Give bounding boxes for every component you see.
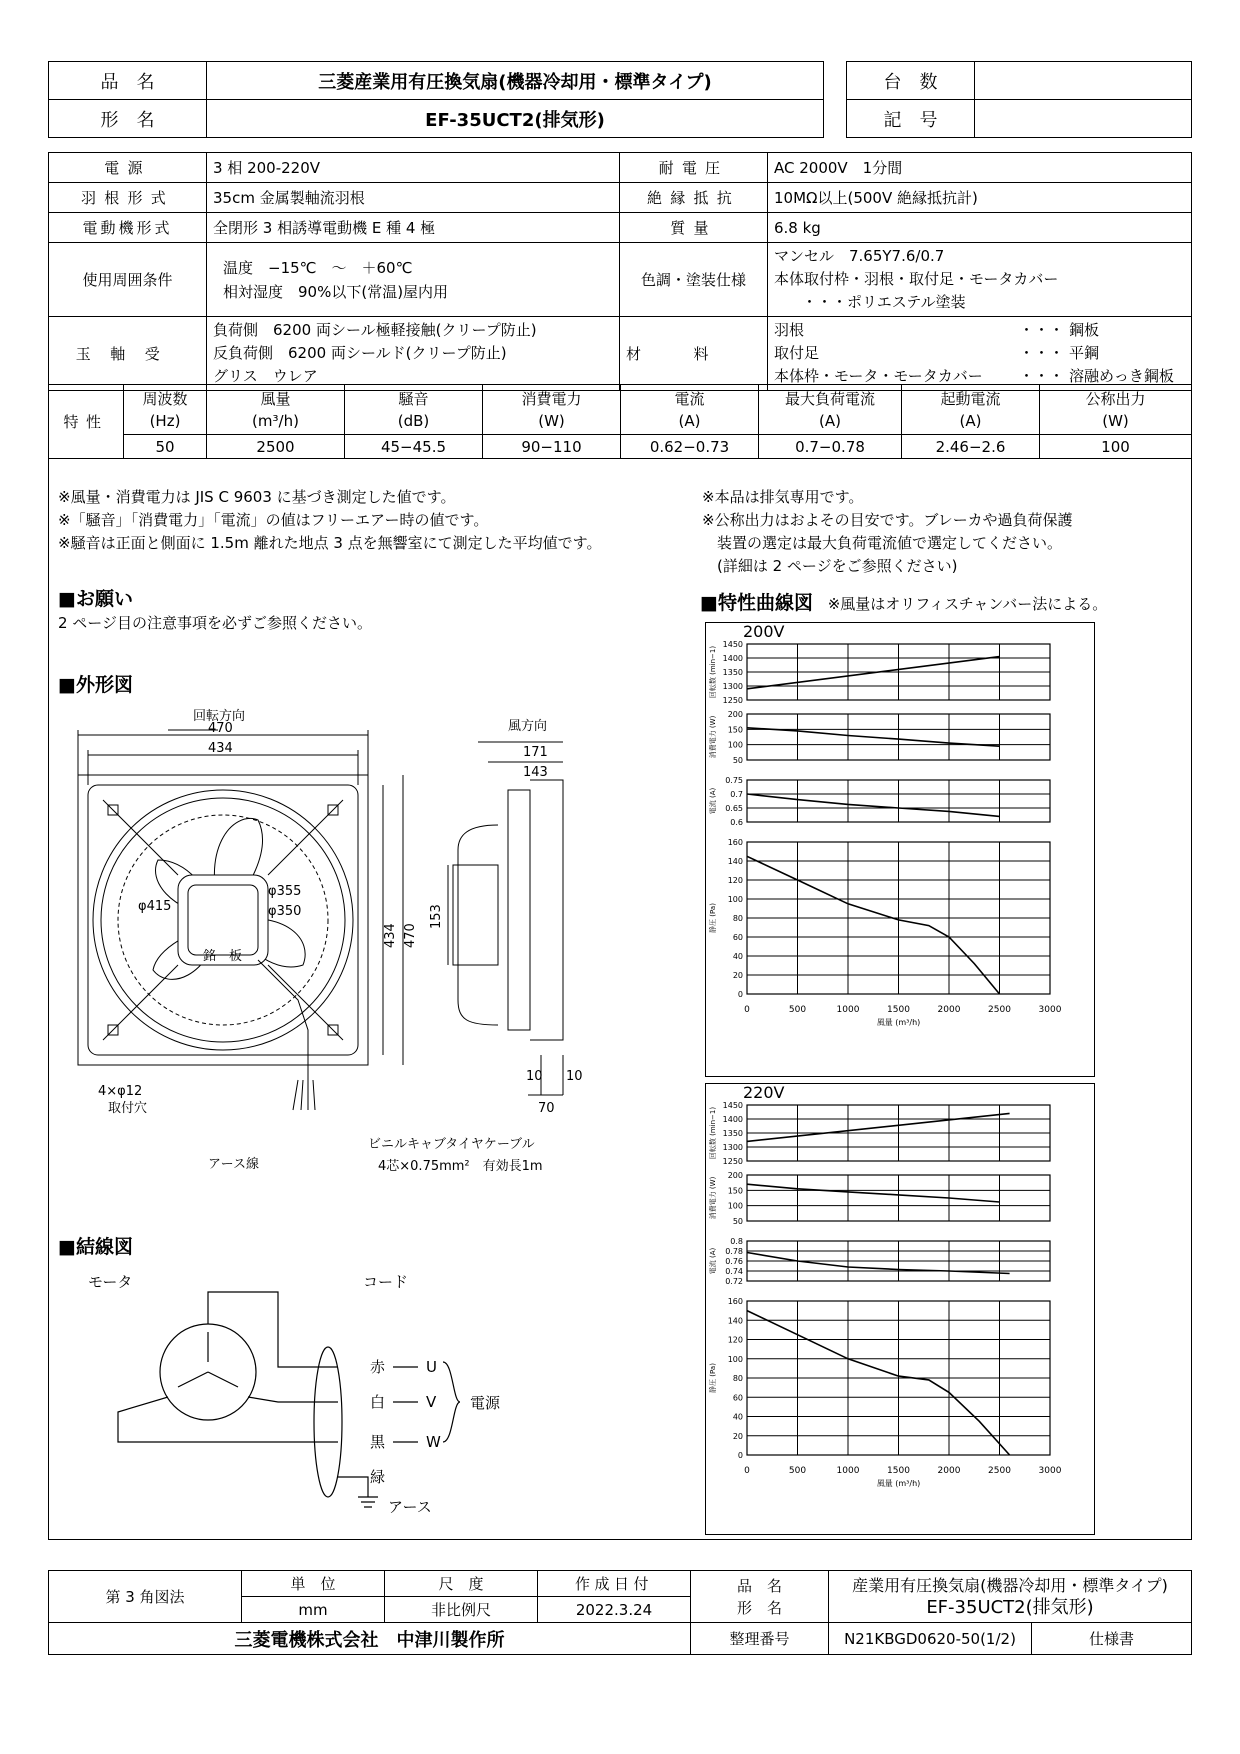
value-noise: 45−45.5 <box>345 435 483 459</box>
material-part: 取付足 <box>774 344 820 362</box>
curves-title: ■特性曲線図 <box>700 592 813 614</box>
phi-350: φ350 <box>268 904 302 919</box>
projection: 第 3 角図法 <box>49 1571 242 1623</box>
y-tick-label: 0.7 <box>730 790 743 799</box>
x-tick-label: 2500 <box>988 1005 1011 1015</box>
y-tick-label: 0.72 <box>725 1277 743 1286</box>
y-tick-label: 200 <box>727 1171 743 1180</box>
footer-name-value: 産業用有圧換気扇(機器冷却用・標準タイプ) <box>852 1575 1168 1595</box>
header-unit: (A) <box>819 411 841 430</box>
color-finish: ・・・ポリエステル塗装 <box>802 293 966 311</box>
chart-panel <box>708 1171 1050 1226</box>
ref-value: N21KBGD0620-50(1/2) <box>829 1623 1032 1655</box>
wire-red-label: 赤 <box>370 1358 386 1376</box>
env-value <box>207 243 620 317</box>
holes-label: 取付穴 <box>108 1101 148 1116</box>
terminal-u: U <box>426 1358 437 1376</box>
motor-windings <box>178 1332 238 1387</box>
wire-green <box>338 1477 368 1497</box>
chart-title: 220V <box>743 1083 785 1102</box>
footer-product <box>829 1571 1192 1623</box>
x-tick-label: 1500 <box>887 1005 910 1015</box>
note-item: ※騒音は正面と側面に 1.5m 離れた地点 3 点を無響室にて測定した平均値です。 <box>58 534 602 552</box>
y-tick-label: 0 <box>737 990 743 999</box>
y-axis-label: 回転数 (min−1) <box>709 645 717 699</box>
dim-434: 434 <box>208 741 233 756</box>
unit-label: 単 位 <box>242 1571 385 1597</box>
doc-type: 仕様書 <box>1032 1623 1192 1655</box>
motor-label: 電動機形式 <box>49 213 207 243</box>
material-name: 溶融めっき鋼板 <box>1069 367 1174 385</box>
y-tick-label: 20 <box>732 1431 743 1441</box>
x-tick-label: 0 <box>744 1005 750 1015</box>
power-value: 3 相 200-220V <box>207 153 620 183</box>
value-current: 0.62−0.73 <box>621 435 759 459</box>
header-airflow <box>207 385 345 435</box>
header-unit: (dB) <box>397 411 430 430</box>
y-tick-label: 0.65 <box>725 804 743 813</box>
side-body <box>530 780 563 1040</box>
footer-name-label: 品 名 <box>736 1576 782 1595</box>
value-output: 100 <box>1040 435 1192 459</box>
env-label: 使用周囲条件 <box>49 243 207 317</box>
color-label: 色調・塗装仕様 <box>620 243 768 317</box>
header-noise <box>345 385 483 435</box>
wiring-title: ■結線図 <box>58 1236 133 1258</box>
qty-value <box>975 62 1192 100</box>
y-tick-label: 160 <box>727 838 743 847</box>
mark-label: 記 号 <box>847 100 975 138</box>
header-power <box>483 385 621 435</box>
material-name: 鋼板 <box>1069 321 1100 339</box>
header-name: 周波数 <box>142 389 188 408</box>
chart-title: 200V <box>743 622 785 641</box>
x-tick-label: 1000 <box>836 1466 860 1476</box>
rotation-label: 回転方向 <box>193 709 246 724</box>
cable-cores <box>293 1080 315 1110</box>
power-supply-label: 電源 <box>470 1394 501 1412</box>
y-axis-label: 回転数 (min−1) <box>709 1106 717 1160</box>
scale-label: 尺 度 <box>385 1571 538 1597</box>
mass-value: 6.8 kg <box>768 213 1192 243</box>
material-dots: ・・・ <box>1019 367 1065 385</box>
y-tick-label: 100 <box>727 895 743 904</box>
y-tick-label: 1400 <box>722 654 743 663</box>
note-item: ※風量・消費電力は JIS C 9603 に基づき測定した値です。 <box>58 488 456 506</box>
wire-black-label: 黒 <box>370 1433 386 1451</box>
phi-355: φ355 <box>268 884 302 899</box>
x-tick-label: 500 <box>788 1466 807 1476</box>
x-tick-label: 3000 <box>1038 1466 1062 1476</box>
header-name: 騒音 <box>398 389 429 408</box>
env-humidity: 相対湿度 90%以下(常温)屋内用 <box>223 282 449 301</box>
y-tick-label: 80 <box>732 914 743 923</box>
series-line <box>747 1113 1010 1141</box>
curves-heading <box>700 588 1107 615</box>
y-axis-label: 消費電力 (W) <box>709 715 717 759</box>
company-name: 三菱電機株式会社 中津川製作所 <box>49 1623 691 1655</box>
scale-value: 非比例尺 <box>385 1597 538 1623</box>
y-tick-label: 1300 <box>722 682 743 691</box>
withstand-value: AC 2000V 1分間 <box>768 153 1192 183</box>
header-unit: (A) <box>678 411 701 430</box>
note-item: 装置の選定は最大負荷電流値で選定してください。 <box>702 534 1063 552</box>
dim-143: 143 <box>523 765 548 780</box>
header-output <box>1040 385 1192 435</box>
dim-10a: 10 <box>526 1069 543 1084</box>
material-row <box>774 319 1185 342</box>
footer-model-value: EF-35UCT2(排気形) <box>926 1596 1094 1618</box>
y-tick-label: 0.74 <box>725 1267 743 1276</box>
y-tick-label: 1400 <box>722 1115 743 1124</box>
note-item: ※本品は排気専用です。 <box>702 488 864 506</box>
series-line <box>747 1184 1000 1202</box>
bearing-load-side: 負荷側 6200 両シール極軽接触(クリープ防止) <box>213 321 537 339</box>
material-name: 平鋼 <box>1069 344 1100 362</box>
header-unit: (W) <box>1102 411 1129 430</box>
cord-bundle <box>314 1347 342 1497</box>
y-tick-label: 150 <box>727 1186 743 1196</box>
date-value: 2022.3.24 <box>538 1597 691 1623</box>
y-tick-label: 1450 <box>722 640 743 649</box>
y-tick-label: 60 <box>732 1393 743 1403</box>
cable <box>258 960 308 1080</box>
side-guard <box>458 825 498 1025</box>
product-name: 三菱産業用有圧換気扇(機器冷却用・標準タイプ) <box>207 62 824 100</box>
outline-title: ■外形図 <box>58 674 133 696</box>
request-text: 2 ページ目の注意事項を必ずご参照ください。 <box>58 614 373 632</box>
earth-label: アース <box>388 1498 432 1516</box>
performance-table <box>48 384 1192 459</box>
series-line <box>747 794 1000 816</box>
supply-lines <box>393 1367 418 1442</box>
insulation-value: 10MΩ以上(500V 絶縁抵抗計) <box>768 183 1192 213</box>
dim-153: 153 <box>429 904 444 929</box>
motor-label: モータ <box>88 1273 133 1291</box>
header-unit: (W) <box>538 411 565 430</box>
y-tick-label: 100 <box>727 1201 743 1211</box>
x-tick-label: 3000 <box>1038 1005 1062 1015</box>
bearing-label: 玉軸受 <box>49 317 207 391</box>
material-dots: ・・・ <box>1019 321 1065 339</box>
y-tick-label: 160 <box>727 1297 743 1306</box>
curve-chart-200v <box>705 622 1095 1077</box>
spec-table <box>48 152 1192 391</box>
x-axis-label: 風量 (m³/h) <box>876 1018 921 1027</box>
header-table <box>48 61 824 138</box>
header-name: 消費電力 <box>521 389 582 408</box>
y-tick-label: 1300 <box>722 1143 743 1152</box>
notes-left <box>58 486 601 555</box>
x-tick-label: 2500 <box>988 1466 1011 1476</box>
nameplate-label: 銘 板 <box>203 949 243 964</box>
footer-table <box>48 1570 1192 1655</box>
series-line <box>747 1311 1010 1455</box>
value-max-current: 0.7−0.78 <box>759 435 902 459</box>
y-tick-label: 80 <box>732 1374 743 1383</box>
header-unit: (m³/h) <box>252 411 299 430</box>
y-tick-label: 100 <box>727 1354 743 1364</box>
earth-wire-label: アース線 <box>208 1157 259 1172</box>
motor-value: 全閉形 3 相誘導電動機 E 種 4 極 <box>207 213 620 243</box>
color-munsell: マンセル 7.65Y7.6/0.7 <box>774 247 945 265</box>
ref-label: 整理番号 <box>691 1623 829 1655</box>
chart-panel <box>708 776 1050 827</box>
y-tick-label: 120 <box>727 876 743 885</box>
y-tick-label: 0 <box>737 1451 743 1460</box>
outline-drawing <box>58 700 698 1200</box>
y-tick-label: 1350 <box>722 668 743 677</box>
header-name: 最大負荷電流 <box>784 389 875 408</box>
curve-chart-220v <box>705 1083 1095 1535</box>
x-tick-label: 1000 <box>836 1005 860 1015</box>
y-tick-label: 50 <box>732 756 743 765</box>
notes-right <box>702 486 1072 578</box>
y-axis-label: 静圧 (Pa) <box>709 1363 717 1393</box>
header-unit: (Hz) <box>149 411 181 430</box>
y-tick-label: 120 <box>727 1335 743 1345</box>
qty-label: 台 数 <box>847 62 975 100</box>
chart-panel <box>708 710 1050 765</box>
terminal-w: W <box>426 1433 441 1451</box>
dim-470-v: 470 <box>403 923 418 948</box>
series-line <box>747 856 1000 994</box>
y-axis-label: 電流 (A) <box>709 787 717 815</box>
y-axis-label: 静圧 (Pa) <box>709 903 717 933</box>
name-label: 品 名 <box>49 62 207 100</box>
withstand-label: 耐電圧 <box>620 153 768 183</box>
x-tick-label: 2000 <box>937 1466 961 1476</box>
footer-labels <box>691 1571 829 1623</box>
mark-value <box>975 100 1192 138</box>
wire-black <box>118 1397 338 1442</box>
earth-symbol <box>358 1497 378 1507</box>
series-line <box>747 728 1000 746</box>
header-name: 電流 <box>674 389 705 408</box>
y-tick-label: 150 <box>727 725 743 735</box>
y-tick-label: 40 <box>732 1412 743 1422</box>
chart-panel <box>708 1237 1050 1286</box>
y-tick-label: 140 <box>727 857 743 866</box>
value-frequency: 50 <box>124 435 207 459</box>
dim-434-v: 434 <box>383 923 398 948</box>
request-title: ■お願い <box>58 588 133 610</box>
mass-label: 質量 <box>620 213 768 243</box>
insulation-label: 絶縁抵抗 <box>620 183 768 213</box>
power-label: 電源 <box>49 153 207 183</box>
y-tick-label: 50 <box>732 1217 743 1226</box>
header-current <box>621 385 759 435</box>
wiring-diagram <box>58 1262 658 1532</box>
phi-415: φ415 <box>138 899 172 914</box>
dim-171: 171 <box>523 745 548 760</box>
y-tick-label: 0.75 <box>725 776 743 785</box>
header-max-current <box>759 385 902 435</box>
terminal-v: V <box>426 1393 437 1411</box>
side-frame <box>508 790 530 1030</box>
header-name: 風量 <box>260 389 291 408</box>
cable-label: ビニルキャブタイヤケーブル <box>368 1137 535 1152</box>
material-label: 材料 <box>620 317 768 391</box>
y-tick-label: 0.8 <box>730 1237 743 1246</box>
x-tick-label: 0 <box>744 1466 750 1476</box>
x-tick-label: 2000 <box>937 1005 961 1015</box>
color-parts: 本体取付枠・羽根・取付足・モータカバー <box>774 270 1059 288</box>
note-item: ※公称出力はおよその目安です。ブレーカや過負荷保護 <box>702 511 1073 529</box>
material-value <box>768 317 1192 391</box>
y-tick-label: 40 <box>732 952 743 961</box>
value-start-current: 2.46−2.6 <box>902 435 1040 459</box>
header-name: 起動電流 <box>940 389 1001 408</box>
bearing-grease: グリス ウレア <box>213 367 318 385</box>
x-tick-label: 1500 <box>887 1466 910 1476</box>
blade-value: 35cm 金属製軸流羽根 <box>207 183 620 213</box>
value-power: 90−110 <box>483 435 621 459</box>
header-name: 公称出力 <box>1085 389 1146 408</box>
cable-spec: 4芯×0.75mm² 有効長1m <box>378 1159 543 1174</box>
bearing-anti-load-side: 反負荷側 6200 両シールド(クリープ防止) <box>213 344 507 362</box>
y-tick-label: 1250 <box>722 1157 743 1166</box>
header-frequency <box>124 385 207 435</box>
blade-label: 羽根形式 <box>49 183 207 213</box>
note-item: ※「騒音」「消費電力」「電流」の値はフリーエアー時の値です。 <box>58 511 489 529</box>
curves-note: ※風量はオリフィスチャンバー法による。 <box>827 595 1108 613</box>
wire-white-label: 白 <box>370 1393 386 1411</box>
y-axis-label: 消費電力 (W) <box>709 1176 717 1220</box>
supply-brace <box>443 1362 460 1442</box>
unit-value: mm <box>242 1597 385 1623</box>
y-tick-label: 100 <box>727 740 743 750</box>
material-row <box>774 342 1185 365</box>
wire-red <box>208 1292 338 1367</box>
x-axis-label: 風量 (m³/h) <box>876 1479 921 1488</box>
value-airflow: 2500 <box>207 435 345 459</box>
series-line <box>747 657 1000 689</box>
performance-label: 特性 <box>49 385 124 459</box>
model-label: 形 名 <box>49 100 207 138</box>
x-tick-label: 500 <box>788 1005 807 1015</box>
y-tick-label: 0.76 <box>725 1257 743 1266</box>
bearing-value <box>207 317 620 391</box>
chart-panel <box>708 1101 1050 1166</box>
dim-470: 470 <box>208 721 233 736</box>
y-tick-label: 140 <box>727 1316 743 1326</box>
cord-label: コード <box>363 1273 409 1291</box>
header-unit: (A) <box>959 411 982 430</box>
material-part: 羽根 <box>774 321 805 339</box>
y-tick-label: 1350 <box>722 1129 743 1138</box>
y-axis-label: 電流 (A) <box>709 1247 717 1275</box>
wire-white <box>248 1397 338 1402</box>
series-line <box>747 1253 1010 1274</box>
y-tick-label: 0.6 <box>730 818 743 827</box>
wire-green-label: 緑 <box>370 1468 386 1486</box>
material-part: 本体枠・モータ・モータカバー <box>774 367 983 385</box>
env-temperature: 温度 −15℃ 〜 ＋60℃ <box>223 258 413 277</box>
holes-spec: 4×φ12 <box>98 1084 143 1099</box>
note-item: (詳細は 2 ページをご参照ください) <box>702 557 958 575</box>
y-tick-label: 60 <box>732 933 743 942</box>
y-tick-label: 1250 <box>722 696 743 705</box>
color-value <box>768 243 1192 317</box>
side-motor <box>453 865 498 965</box>
chart-panel <box>708 1297 1050 1460</box>
model-name: EF-35UCT2(排気形) <box>207 100 824 138</box>
chart-panel <box>708 838 1050 999</box>
wind-label: 風方向 <box>508 719 548 734</box>
y-tick-label: 1450 <box>722 1101 743 1110</box>
dim-70: 70 <box>538 1101 555 1116</box>
y-tick-label: 0.78 <box>725 1247 743 1256</box>
material-dots: ・・・ <box>1019 344 1065 362</box>
y-tick-label: 20 <box>732 971 743 980</box>
qty-table <box>846 61 1192 138</box>
dim-10b: 10 <box>566 1069 583 1084</box>
chart-panel <box>708 640 1050 705</box>
y-tick-label: 200 <box>727 710 743 719</box>
footer-model-label: 形 名 <box>736 1598 782 1617</box>
date-label: 作成日付 <box>538 1571 691 1597</box>
header-start-current <box>902 385 1040 435</box>
